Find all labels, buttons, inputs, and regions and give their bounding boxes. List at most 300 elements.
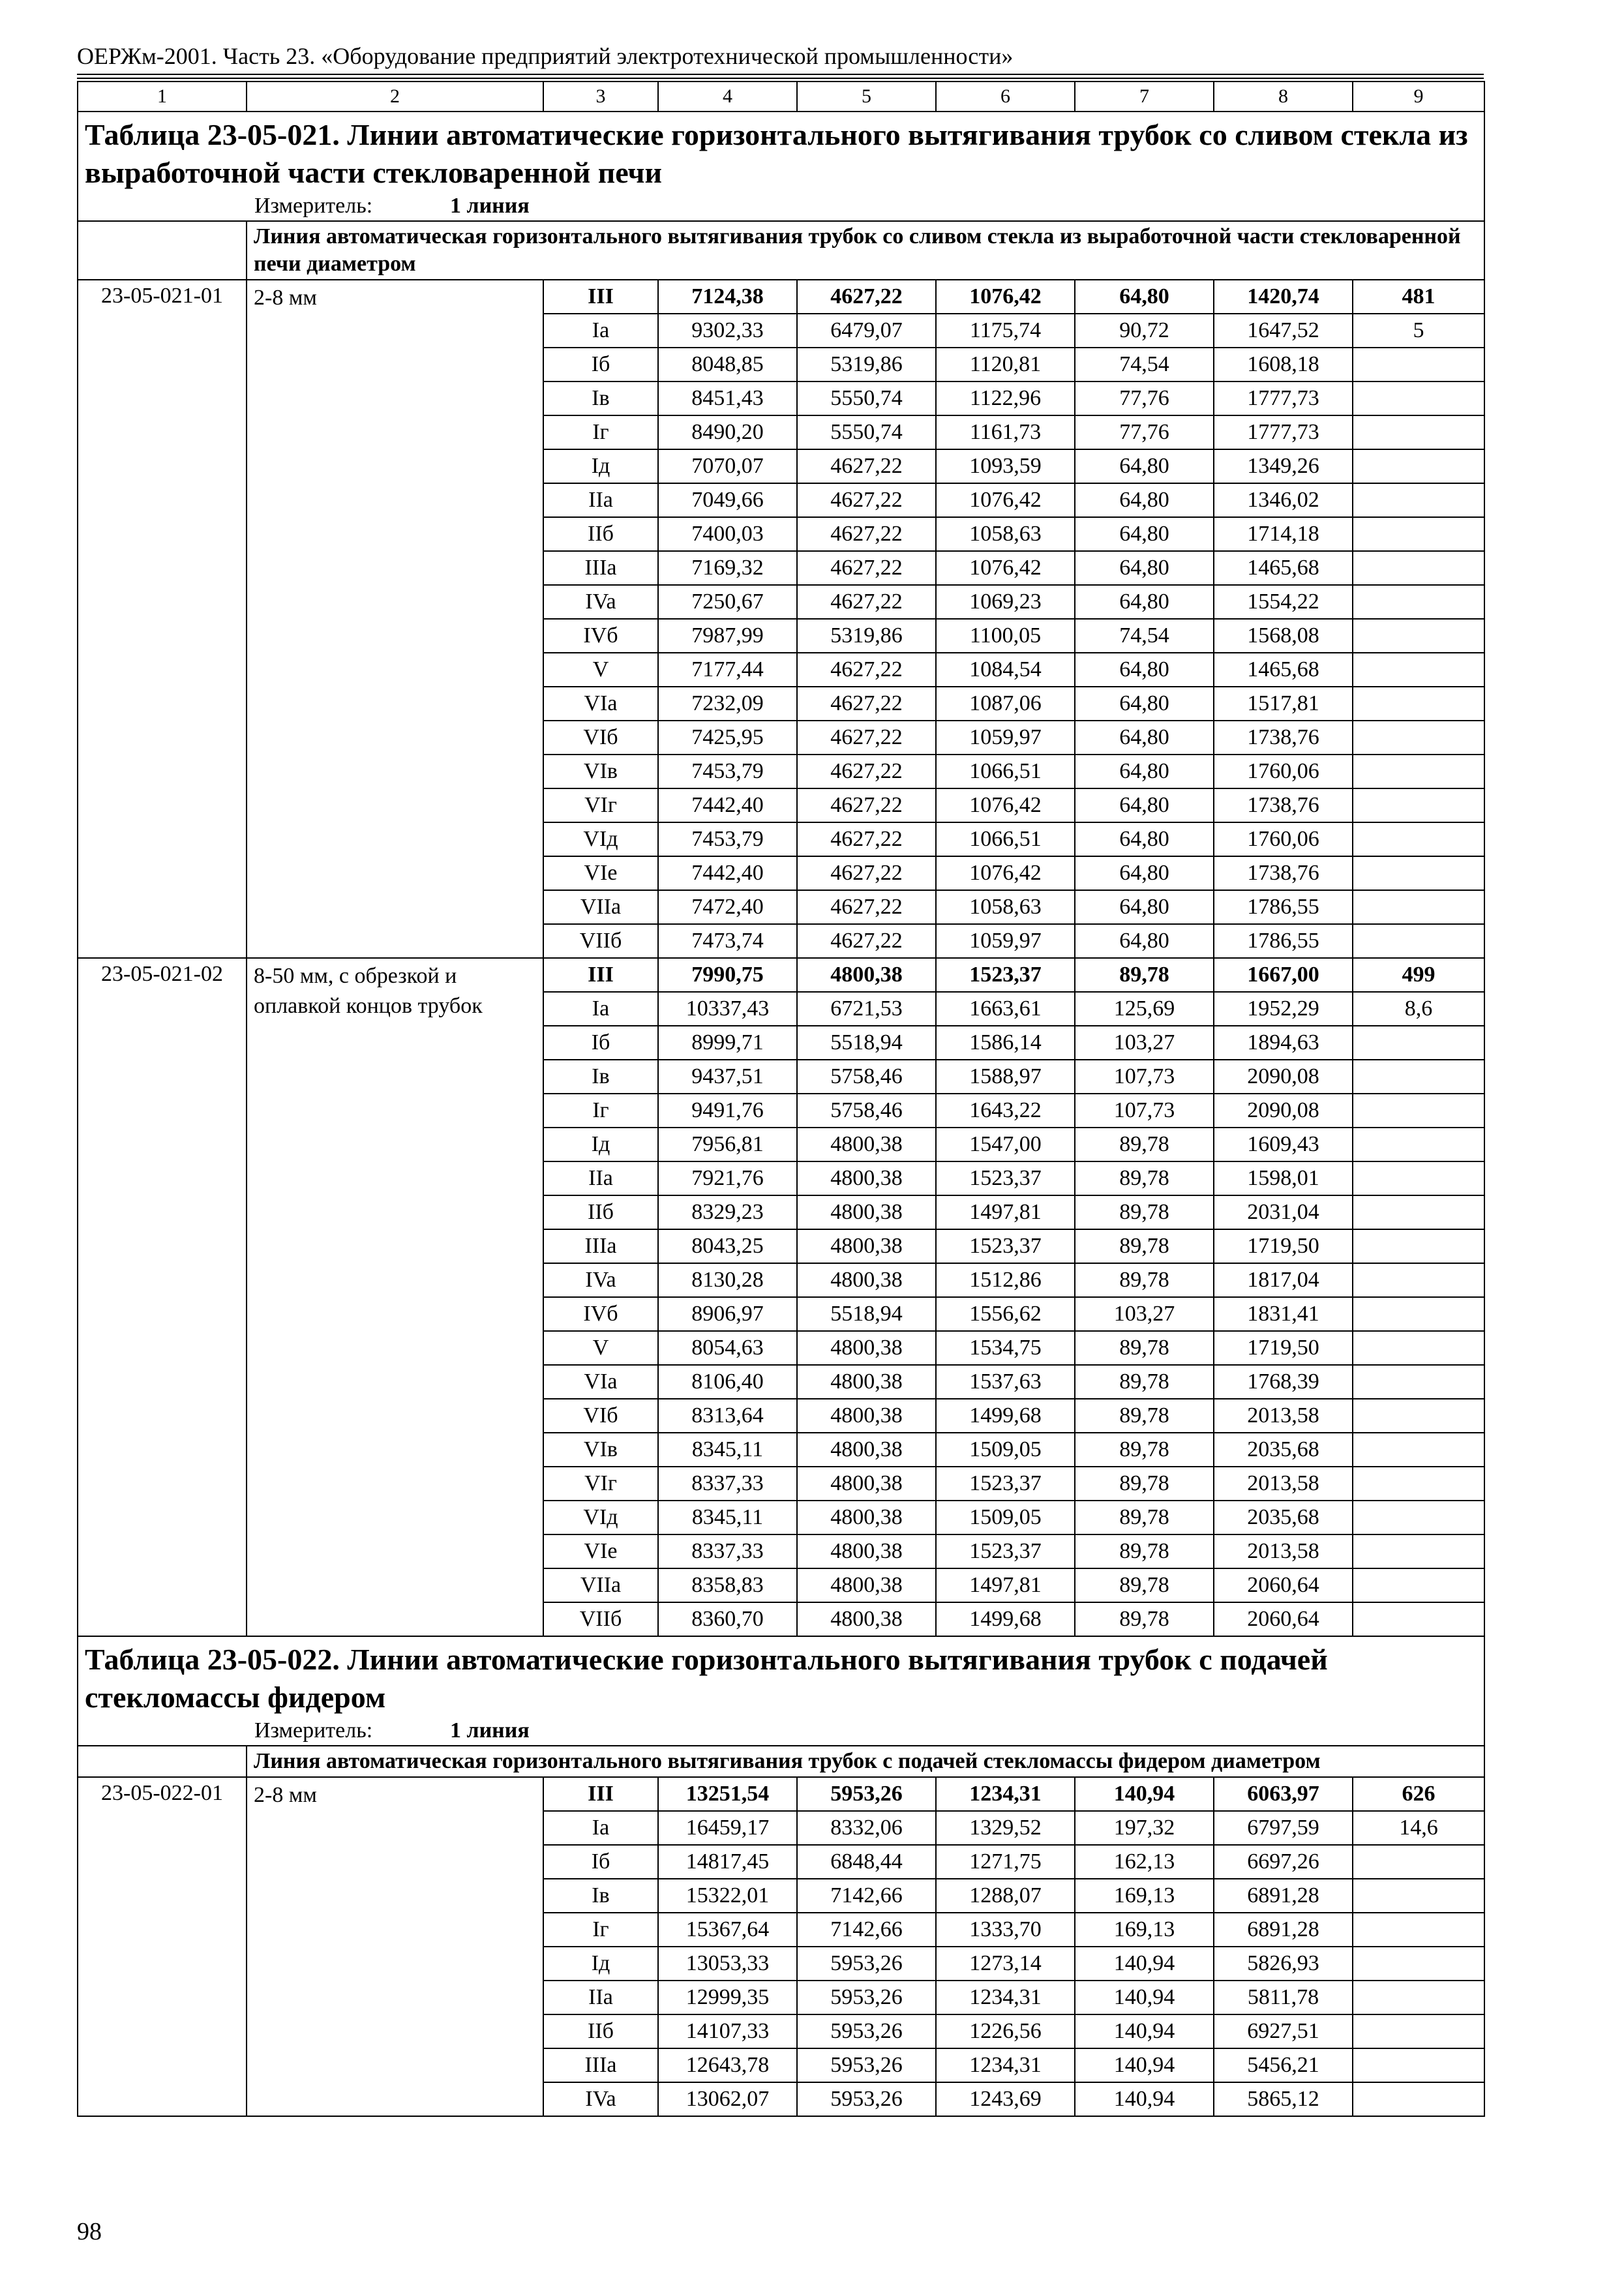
price-value: 6063,97 xyxy=(1214,1777,1353,1811)
zone-class: Iб xyxy=(543,1845,658,1879)
price-value: 1663,61 xyxy=(936,992,1075,1026)
zone-class: Iв xyxy=(543,382,658,415)
column-number: 8 xyxy=(1214,82,1353,112)
price-value: 4800,38 xyxy=(797,1128,936,1161)
price-value: 1556,62 xyxy=(936,1297,1075,1331)
norms-table xyxy=(77,81,1485,2117)
price-value: 7070,07 xyxy=(658,449,797,483)
price-value: 1076,42 xyxy=(936,280,1075,314)
price-value: 74,54 xyxy=(1075,348,1214,382)
price-value: 8490,20 xyxy=(658,415,797,449)
extra-value xyxy=(1353,348,1484,382)
price-value: 1647,52 xyxy=(1214,314,1353,348)
meter-value: 1 линия xyxy=(450,194,530,218)
price-value: 64,80 xyxy=(1075,585,1214,619)
price-value: 4800,38 xyxy=(797,1229,936,1263)
price-value: 1234,31 xyxy=(936,2048,1075,2082)
price-value: 8043,25 xyxy=(658,1229,797,1263)
price-value: 8313,64 xyxy=(658,1399,797,1433)
price-value: 14107,33 xyxy=(658,2014,797,2048)
price-value: 1523,37 xyxy=(936,1161,1075,1195)
line-heading: Линия автоматическая горизонтального вытягивания трубок с подачей стекломассы фидером диаметром xyxy=(247,1746,1484,1777)
price-value: 8345,11 xyxy=(658,1433,797,1467)
price-value: 1760,06 xyxy=(1214,822,1353,856)
price-value: 1329,52 xyxy=(936,1811,1075,1845)
price-value: 8451,43 xyxy=(658,382,797,415)
price-value: 89,78 xyxy=(1075,1331,1214,1365)
price-value: 1497,81 xyxy=(936,1568,1075,1602)
price-value: 1768,39 xyxy=(1214,1365,1353,1399)
price-value: 7169,32 xyxy=(658,551,797,585)
price-value: 1465,68 xyxy=(1214,653,1353,687)
zone-class: Iб xyxy=(543,1026,658,1060)
price-value: 5826,93 xyxy=(1214,1947,1353,1981)
extra-value xyxy=(1353,415,1484,449)
price-value: 1534,75 xyxy=(936,1331,1075,1365)
price-value: 140,94 xyxy=(1075,1981,1214,2014)
item-code: 23-05-021-02 xyxy=(78,958,247,1636)
price-value: 1175,74 xyxy=(936,314,1075,348)
price-value: 89,78 xyxy=(1075,1602,1214,1636)
extra-value xyxy=(1353,619,1484,653)
zone-class: VIг xyxy=(543,1467,658,1501)
price-value: 7142,66 xyxy=(797,1913,936,1947)
price-value: 1076,42 xyxy=(936,483,1075,517)
price-value: 162,13 xyxy=(1075,1845,1214,1879)
price-value: 7442,40 xyxy=(658,856,797,890)
price-value: 64,80 xyxy=(1075,856,1214,890)
blank-cell xyxy=(78,1746,247,1777)
zone-class: VIa xyxy=(543,687,658,721)
table-row xyxy=(78,958,1484,992)
price-value: 2013,58 xyxy=(1214,1399,1353,1433)
extra-value xyxy=(1353,822,1484,856)
price-value: 6697,26 xyxy=(1214,1845,1353,1879)
price-value: 7987,99 xyxy=(658,619,797,653)
extra-value xyxy=(1353,653,1484,687)
price-value: 140,94 xyxy=(1075,2014,1214,2048)
zone-class: VIe xyxy=(543,856,658,890)
price-value: 107,73 xyxy=(1075,1060,1214,1094)
extra-value xyxy=(1353,2048,1484,2082)
price-value: 2035,68 xyxy=(1214,1501,1353,1534)
price-value: 1586,14 xyxy=(936,1026,1075,1060)
extra-value xyxy=(1353,1981,1484,2014)
price-value: 8360,70 xyxy=(658,1602,797,1636)
price-value: 8999,71 xyxy=(658,1026,797,1060)
price-value: 10337,43 xyxy=(658,992,797,1026)
zone-class: Iд xyxy=(543,1947,658,1981)
zone-class: III xyxy=(543,958,658,992)
price-value: 8054,63 xyxy=(658,1331,797,1365)
price-value: 4627,22 xyxy=(797,822,936,856)
price-value: 64,80 xyxy=(1075,449,1214,483)
price-value: 1609,43 xyxy=(1214,1128,1353,1161)
price-value: 14817,45 xyxy=(658,1845,797,1879)
price-value: 5865,12 xyxy=(1214,2082,1353,2116)
price-value: 1499,68 xyxy=(936,1399,1075,1433)
zone-class: Iг xyxy=(543,415,658,449)
price-value: 197,32 xyxy=(1075,1811,1214,1845)
price-value: 4800,38 xyxy=(797,1602,936,1636)
price-value: 1059,97 xyxy=(936,924,1075,958)
zone-class: III xyxy=(543,1777,658,1811)
price-value: 77,76 xyxy=(1075,415,1214,449)
price-value: 64,80 xyxy=(1075,653,1214,687)
column-number: 3 xyxy=(543,82,658,112)
zone-class: IVб xyxy=(543,1297,658,1331)
meter-cell xyxy=(78,192,1484,221)
price-value: 1069,23 xyxy=(936,585,1075,619)
zone-class: Iб xyxy=(543,348,658,382)
extra-value xyxy=(1353,890,1484,924)
price-value: 1512,86 xyxy=(936,1263,1075,1297)
price-value: 140,94 xyxy=(1075,1947,1214,1981)
extra-value xyxy=(1353,1501,1484,1534)
price-value: 4627,22 xyxy=(797,653,936,687)
price-value: 1554,22 xyxy=(1214,585,1353,619)
zone-class: VIIб xyxy=(543,924,658,958)
price-value: 13053,33 xyxy=(658,1947,797,1981)
price-value: 4627,22 xyxy=(797,483,936,517)
extra-value xyxy=(1353,1094,1484,1128)
price-value: 6797,59 xyxy=(1214,1811,1353,1845)
extra-value xyxy=(1353,585,1484,619)
price-value: 12643,78 xyxy=(658,2048,797,2082)
price-value: 1346,02 xyxy=(1214,483,1353,517)
column-number: 1 xyxy=(78,82,247,112)
price-value: 1738,76 xyxy=(1214,856,1353,890)
column-number: 4 xyxy=(658,82,797,112)
zone-class: Iд xyxy=(543,449,658,483)
blank-cell xyxy=(78,221,247,280)
price-value: 140,94 xyxy=(1075,2048,1214,2082)
line-heading: Линия автоматическая горизонтального вытягивания трубок со сливом стекла из выработочной части стекловаренной печи диаметром xyxy=(247,221,1484,280)
item-code: 23-05-022-01 xyxy=(78,1777,247,2116)
price-value: 64,80 xyxy=(1075,924,1214,958)
price-value: 1523,37 xyxy=(936,1467,1075,1501)
price-value: 1273,14 xyxy=(936,1947,1075,1981)
column-number-row xyxy=(78,82,1484,112)
price-value: 8337,33 xyxy=(658,1534,797,1568)
price-value: 2060,64 xyxy=(1214,1568,1353,1602)
zone-class: Iг xyxy=(543,1094,658,1128)
price-value: 1234,31 xyxy=(936,1981,1075,2014)
price-value: 4627,22 xyxy=(797,687,936,721)
price-value: 1523,37 xyxy=(936,1534,1075,1568)
price-value: 1093,59 xyxy=(936,449,1075,483)
extra-value: 499 xyxy=(1353,958,1484,992)
table-row xyxy=(78,280,1484,314)
price-value: 5518,94 xyxy=(797,1026,936,1060)
extra-value xyxy=(1353,1845,1484,1879)
price-value: 64,80 xyxy=(1075,280,1214,314)
zone-class: VIa xyxy=(543,1365,658,1399)
price-value: 9491,76 xyxy=(658,1094,797,1128)
header-rule-double xyxy=(77,78,1484,79)
zone-class: VIIб xyxy=(543,1602,658,1636)
extra-value xyxy=(1353,687,1484,721)
price-value: 4800,38 xyxy=(797,1467,936,1501)
price-value: 1777,73 xyxy=(1214,382,1353,415)
extra-value: 14,6 xyxy=(1353,1811,1484,1845)
price-value: 1667,00 xyxy=(1214,958,1353,992)
extra-value xyxy=(1353,1534,1484,1568)
table-title-row xyxy=(78,112,1484,192)
zone-class: VIб xyxy=(543,721,658,755)
price-value: 4800,38 xyxy=(797,1399,936,1433)
price-value: 4627,22 xyxy=(797,585,936,619)
price-value: 1760,06 xyxy=(1214,755,1353,788)
extra-value xyxy=(1353,1026,1484,1060)
extra-value xyxy=(1353,1161,1484,1195)
price-value: 169,13 xyxy=(1075,1879,1214,1913)
meter-row xyxy=(78,192,1484,221)
extra-value xyxy=(1353,551,1484,585)
meter-row xyxy=(78,1716,1484,1746)
price-value: 1120,81 xyxy=(936,348,1075,382)
price-value: 1738,76 xyxy=(1214,788,1353,822)
price-value: 7442,40 xyxy=(658,788,797,822)
price-value: 1719,50 xyxy=(1214,1331,1353,1365)
price-value: 1066,51 xyxy=(936,822,1075,856)
price-value: 4627,22 xyxy=(797,924,936,958)
zone-class: VIв xyxy=(543,755,658,788)
price-value: 107,73 xyxy=(1075,1094,1214,1128)
zone-class: VIг xyxy=(543,788,658,822)
price-value: 1738,76 xyxy=(1214,721,1353,755)
price-value: 1608,18 xyxy=(1214,348,1353,382)
price-value: 64,80 xyxy=(1075,517,1214,551)
price-value: 4800,38 xyxy=(797,958,936,992)
price-value: 77,76 xyxy=(1075,382,1214,415)
price-value: 1465,68 xyxy=(1214,551,1353,585)
price-value: 1509,05 xyxy=(936,1433,1075,1467)
price-value: 1598,01 xyxy=(1214,1161,1353,1195)
price-value: 1076,42 xyxy=(936,788,1075,822)
zone-class: VIe xyxy=(543,1534,658,1568)
meter-label: Измеритель: xyxy=(254,1718,373,1743)
price-value: 5953,26 xyxy=(797,2048,936,2082)
extra-value xyxy=(1353,382,1484,415)
price-value: 5319,86 xyxy=(797,348,936,382)
price-value: 1497,81 xyxy=(936,1195,1075,1229)
price-value: 1243,69 xyxy=(936,2082,1075,2116)
extra-value xyxy=(1353,1399,1484,1433)
zone-class: V xyxy=(543,653,658,687)
document-header: ОЕРЖм-2001. Часть 23. «Оборудование предприятий электротехнической промышленности» xyxy=(77,43,1014,69)
item-description: 2-8 мм xyxy=(247,280,543,958)
price-value: 1122,96 xyxy=(936,382,1075,415)
zone-class: Iг xyxy=(543,1913,658,1947)
price-value: 4800,38 xyxy=(797,1568,936,1602)
price-value: 2013,58 xyxy=(1214,1534,1353,1568)
extra-value xyxy=(1353,788,1484,822)
extra-value xyxy=(1353,1297,1484,1331)
price-value: 89,78 xyxy=(1075,1161,1214,1195)
zone-class: V xyxy=(543,1331,658,1365)
price-value: 7177,44 xyxy=(658,653,797,687)
price-value: 64,80 xyxy=(1075,551,1214,585)
price-value: 89,78 xyxy=(1075,1433,1214,1467)
price-value: 7472,40 xyxy=(658,890,797,924)
extra-value xyxy=(1353,1947,1484,1981)
price-value: 4627,22 xyxy=(797,755,936,788)
price-value: 1226,56 xyxy=(936,2014,1075,2048)
price-value: 1719,50 xyxy=(1214,1229,1353,1263)
price-value: 5953,26 xyxy=(797,2082,936,2116)
price-value: 5518,94 xyxy=(797,1297,936,1331)
price-value: 4800,38 xyxy=(797,1534,936,1568)
price-value: 1349,26 xyxy=(1214,449,1353,483)
extra-value: 8,6 xyxy=(1353,992,1484,1026)
price-value: 1547,00 xyxy=(936,1128,1075,1161)
price-value: 4800,38 xyxy=(797,1365,936,1399)
extra-value: 5 xyxy=(1353,314,1484,348)
table-title-row xyxy=(78,1636,1484,1716)
price-value: 4800,38 xyxy=(797,1501,936,1534)
zone-class: IIa xyxy=(543,1161,658,1195)
price-value: 89,78 xyxy=(1075,1365,1214,1399)
zone-class: IVa xyxy=(543,1263,658,1297)
price-value: 7453,79 xyxy=(658,822,797,856)
price-value: 1523,37 xyxy=(936,1229,1075,1263)
price-value: 5953,26 xyxy=(797,1777,936,1811)
table-title: Таблица 23-05-021. Линии автоматические горизонтального вытягивания трубок со сливом стекла из выработочной части стекловаренной печи xyxy=(78,112,1484,192)
zone-class: IIб xyxy=(543,2014,658,2048)
price-value: 1234,31 xyxy=(936,1777,1075,1811)
price-value: 8906,97 xyxy=(658,1297,797,1331)
meter-label: Измеритель: xyxy=(254,194,373,218)
price-value: 89,78 xyxy=(1075,958,1214,992)
extra-value xyxy=(1353,1913,1484,1947)
price-value: 64,80 xyxy=(1075,788,1214,822)
zone-class: IIб xyxy=(543,1195,658,1229)
price-value: 7049,66 xyxy=(658,483,797,517)
line-heading-row xyxy=(78,221,1484,280)
price-value: 5550,74 xyxy=(797,382,936,415)
zone-class: IVa xyxy=(543,2082,658,2116)
price-value: 5456,21 xyxy=(1214,2048,1353,2082)
price-value: 5953,26 xyxy=(797,1981,936,2014)
price-value: 16459,17 xyxy=(658,1811,797,1845)
price-value: 6479,07 xyxy=(797,314,936,348)
price-value: 13251,54 xyxy=(658,1777,797,1811)
price-value: 2013,58 xyxy=(1214,1467,1353,1501)
price-value: 6721,53 xyxy=(797,992,936,1026)
price-value: 1831,41 xyxy=(1214,1297,1353,1331)
extra-value xyxy=(1353,1568,1484,1602)
price-value: 2031,04 xyxy=(1214,1195,1353,1229)
price-value: 2090,08 xyxy=(1214,1094,1353,1128)
zone-class: III xyxy=(543,280,658,314)
zone-class: VIб xyxy=(543,1399,658,1433)
price-value: 1288,07 xyxy=(936,1879,1075,1913)
price-value: 5319,86 xyxy=(797,619,936,653)
zone-class: VIд xyxy=(543,822,658,856)
price-value: 1087,06 xyxy=(936,687,1075,721)
column-number: 6 xyxy=(936,82,1075,112)
zone-class: Iв xyxy=(543,1879,658,1913)
price-value: 5811,78 xyxy=(1214,1981,1353,2014)
extra-value xyxy=(1353,517,1484,551)
price-value: 6891,28 xyxy=(1214,1879,1353,1913)
extra-value: 626 xyxy=(1353,1777,1484,1811)
zone-class: IIIa xyxy=(543,1229,658,1263)
price-value: 1271,75 xyxy=(936,1845,1075,1879)
price-value: 8337,33 xyxy=(658,1467,797,1501)
price-value: 9437,51 xyxy=(658,1060,797,1094)
price-value: 6927,51 xyxy=(1214,2014,1353,2048)
price-value: 1952,29 xyxy=(1214,992,1353,1026)
price-value: 2035,68 xyxy=(1214,1433,1353,1467)
price-value: 64,80 xyxy=(1075,755,1214,788)
price-value: 1643,22 xyxy=(936,1094,1075,1128)
price-value: 4800,38 xyxy=(797,1331,936,1365)
price-value: 1059,97 xyxy=(936,721,1075,755)
extra-value xyxy=(1353,1467,1484,1501)
price-value: 1084,54 xyxy=(936,653,1075,687)
price-value: 1100,05 xyxy=(936,619,1075,653)
column-number: 9 xyxy=(1353,82,1484,112)
extra-value xyxy=(1353,1365,1484,1399)
price-value: 8048,85 xyxy=(658,348,797,382)
price-value: 89,78 xyxy=(1075,1128,1214,1161)
price-value: 7142,66 xyxy=(797,1879,936,1913)
price-value: 89,78 xyxy=(1075,1501,1214,1534)
zone-class: IIIa xyxy=(543,551,658,585)
zone-class: Ia xyxy=(543,1811,658,1845)
price-value: 140,94 xyxy=(1075,2082,1214,2116)
price-value: 1817,04 xyxy=(1214,1263,1353,1297)
price-value: 89,78 xyxy=(1075,1229,1214,1263)
price-value: 1894,63 xyxy=(1214,1026,1353,1060)
item-code: 23-05-021-01 xyxy=(78,280,247,958)
zone-class: IVa xyxy=(543,585,658,619)
meter-cell xyxy=(78,1716,1484,1746)
zone-class: IIIa xyxy=(543,2048,658,2082)
line-heading-row xyxy=(78,1746,1484,1777)
price-value: 169,13 xyxy=(1075,1913,1214,1947)
price-value: 1058,63 xyxy=(936,517,1075,551)
price-value: 7124,38 xyxy=(658,280,797,314)
extra-value xyxy=(1353,483,1484,517)
price-value: 1499,68 xyxy=(936,1602,1075,1636)
price-value: 90,72 xyxy=(1075,314,1214,348)
price-value: 12999,35 xyxy=(658,1981,797,2014)
price-value: 64,80 xyxy=(1075,687,1214,721)
price-value: 4627,22 xyxy=(797,517,936,551)
price-value: 1537,63 xyxy=(936,1365,1075,1399)
extra-value xyxy=(1353,1602,1484,1636)
price-value: 1786,55 xyxy=(1214,924,1353,958)
extra-value xyxy=(1353,856,1484,890)
extra-value xyxy=(1353,449,1484,483)
price-value: 64,80 xyxy=(1075,822,1214,856)
zone-class: Iд xyxy=(543,1128,658,1161)
price-value: 4627,22 xyxy=(797,449,936,483)
header-rule xyxy=(77,74,1484,75)
price-value: 13062,07 xyxy=(658,2082,797,2116)
extra-value xyxy=(1353,924,1484,958)
price-value: 2060,64 xyxy=(1214,1602,1353,1636)
price-value: 89,78 xyxy=(1075,1195,1214,1229)
price-value: 4800,38 xyxy=(797,1263,936,1297)
price-value: 4627,22 xyxy=(797,551,936,585)
price-value: 1517,81 xyxy=(1214,687,1353,721)
zone-class: IIa xyxy=(543,483,658,517)
price-value: 4800,38 xyxy=(797,1195,936,1229)
